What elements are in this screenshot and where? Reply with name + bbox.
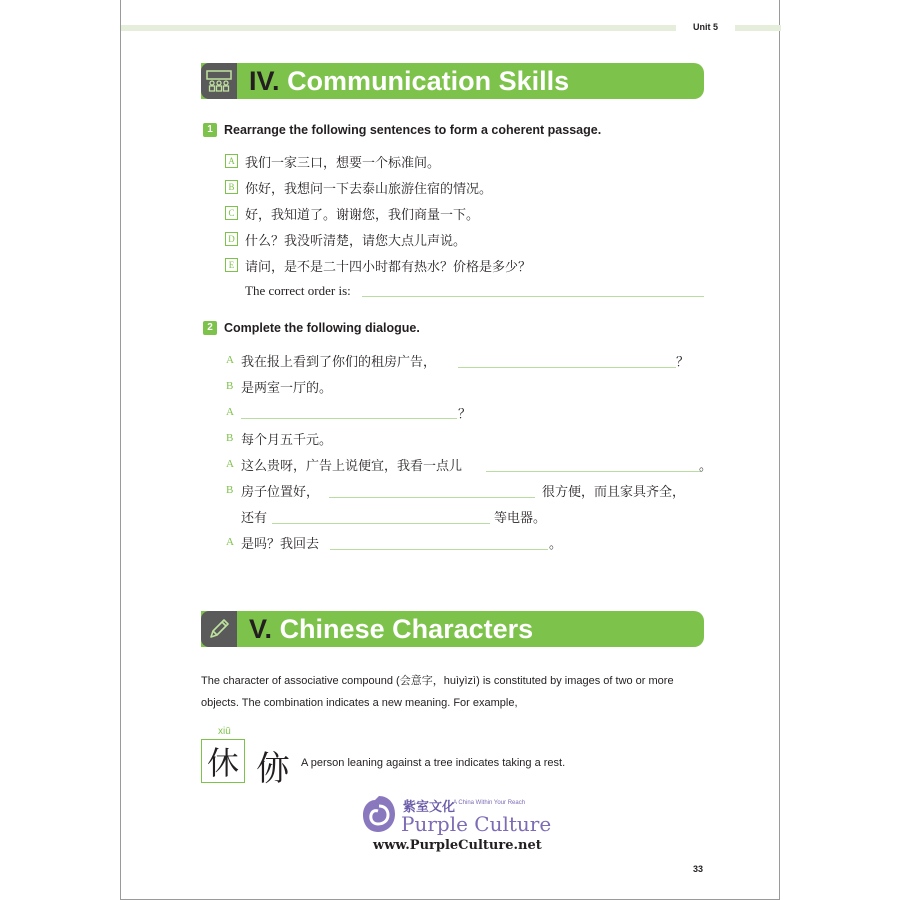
exercise-1-number: 1: [203, 123, 217, 137]
purple-culture-watermark: [361, 792, 561, 852]
dialogue-speaker: B: [226, 380, 234, 392]
dialogue-speaker: A: [226, 536, 234, 548]
unit-label: Unit 5: [693, 22, 719, 32]
option-b-letter: B: [225, 180, 238, 194]
option-c-text: 好，我知道了。谢谢您，我们商量一下。: [245, 208, 480, 223]
watermark-brand: Purple Culture: [401, 812, 552, 836]
example-ancient-form: 㑊: [256, 749, 290, 789]
option-a-text: 我们一家三口，想要一个标准间。: [245, 156, 441, 171]
option-e-letter: E: [225, 258, 238, 272]
section-4-heading: Communication Skills: [287, 66, 570, 96]
pencil-icon: [201, 611, 237, 647]
dialogue-text: 每个月五千元。: [241, 433, 333, 448]
dialogue-blank[interactable]: [458, 367, 676, 368]
option-a-letter: A: [225, 154, 238, 168]
option-e-text: 请问，是不是二十四小时都有热水？价格是多少？: [245, 260, 532, 275]
watermark-cn: 紫室文化: [403, 800, 456, 815]
example-pinyin: xiū: [218, 726, 231, 737]
dialogue-text-end: 。: [549, 537, 563, 552]
option-b-text: 你好，我想问一下去泰山旅游住宿的情况。: [245, 182, 493, 197]
dialogue-text: 我在报上看到了你们的租房广告，: [241, 355, 437, 370]
section-5-numeral: V.: [249, 614, 273, 644]
dialogue-text-end: 。: [699, 459, 713, 474]
dialogue-blank[interactable]: [486, 471, 701, 472]
option-c-letter: C: [225, 206, 238, 220]
section-4-numeral: IV.: [249, 66, 280, 96]
classroom-icon: [201, 63, 237, 99]
exercise-2-instruction: Complete the following dialogue.: [224, 321, 420, 335]
textbook-page: [120, 0, 780, 900]
dialogue-text: 是两室一厅的。: [241, 381, 333, 396]
dialogue-text-end: 等电器。: [494, 511, 547, 526]
dialogue-text: 房子位置好，: [241, 485, 320, 500]
dialogue-blank[interactable]: [241, 418, 457, 419]
option-d-text: 什么？我没听清楚，请您大点儿声说。: [245, 234, 467, 249]
dialogue-text: 这么贵呀，广告上说便宜，我看一点儿: [241, 459, 463, 474]
dialogue-text-end: 很方便，而且家具齐全，: [542, 485, 686, 500]
watermark-url: www.PurpleCulture.net: [373, 838, 542, 853]
example-explanation: A person leaning against a tree indicates taking a rest.: [301, 757, 566, 769]
dialogue-speaker: A: [226, 354, 234, 366]
section-5-title: [249, 611, 533, 647]
purple-culture-logo-icon: [361, 794, 397, 834]
section-5-heading: Chinese Characters: [279, 614, 534, 644]
dialogue-blank[interactable]: [272, 523, 490, 524]
order-label: The correct order is:: [245, 283, 351, 298]
page-number: 33: [693, 864, 704, 874]
header-rule-left: [121, 25, 676, 31]
example-character: 休: [201, 739, 245, 783]
watermark-tagline: A China Within Your Reach: [453, 800, 526, 806]
dialogue-speaker: B: [226, 484, 234, 496]
header-rule-right: [735, 25, 781, 31]
dialogue-text: 还有: [241, 511, 268, 526]
dialogue-text-end: ？: [676, 355, 690, 370]
dialogue-blank[interactable]: [330, 549, 548, 550]
dialogue-text-end: ？: [458, 407, 472, 422]
section-4-title: [249, 63, 569, 99]
dialogue-speaker: A: [226, 406, 234, 418]
exercise-2-number: 2: [203, 321, 217, 335]
exercise-1-instruction: Rearrange the following sentences to form a coherent passage.: [224, 123, 602, 137]
associative-compound-paragraph: The character of associative compound (会意字，huìyìzì) is constituted by images of two or more objects. The combination indicates a new meaning. For example,: [201, 675, 674, 709]
dialogue-speaker: A: [226, 458, 234, 470]
dialogue-speaker: B: [226, 432, 234, 444]
dialogue-text: 是吗？我回去: [241, 537, 320, 552]
order-answer-line[interactable]: [362, 296, 704, 297]
dialogue-blank[interactable]: [329, 497, 535, 498]
option-d-letter: D: [225, 232, 238, 246]
